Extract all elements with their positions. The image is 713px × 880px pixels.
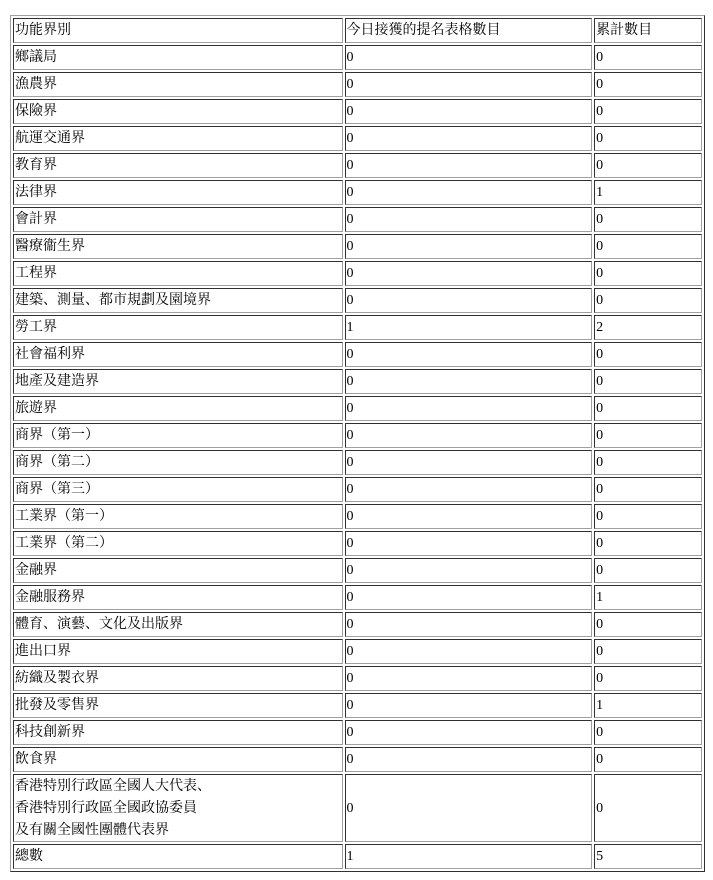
cumulative-count: 0 (594, 99, 702, 124)
cumulative-count: 0 (594, 531, 702, 556)
cumulative-count: 0 (594, 369, 702, 394)
cumulative-count: 1 (594, 693, 702, 718)
today-count: 0 (345, 666, 593, 691)
sector-name-line-1: 香港特別行政區全國人大代表、 (15, 778, 211, 794)
today-count: 0 (345, 396, 593, 421)
cumulative-count: 0 (594, 234, 702, 259)
table-row (13, 72, 702, 97)
sector-name: 科技創新界 (13, 720, 343, 745)
cumulative-count: 0 (594, 477, 702, 502)
total-cumulative: 5 (594, 844, 702, 869)
cumulative-count: 0 (594, 261, 702, 286)
header-today: 今日接獲的提名表格數目 (345, 18, 593, 43)
cumulative-count: 0 (594, 504, 702, 529)
today-count: 0 (345, 612, 593, 637)
today-count: 1 (345, 315, 593, 340)
sector-name: 保險界 (13, 99, 343, 124)
sector-name: 醫療衞生界 (13, 234, 343, 259)
cumulative-count: 1 (594, 585, 702, 610)
sector-name: 飲食界 (13, 747, 343, 772)
sector-name: 工程界 (13, 261, 343, 286)
table-row (13, 342, 702, 367)
cumulative-count: 0 (594, 153, 702, 178)
today-count: 0 (345, 99, 593, 124)
header-sector: 功能界別 (13, 18, 343, 43)
sector-name: 紡織及製衣界 (13, 666, 343, 691)
sector-name (13, 774, 343, 842)
cumulative-count: 0 (594, 207, 702, 232)
table-row (13, 693, 702, 718)
cumulative-count: 0 (594, 72, 702, 97)
cumulative-count: 0 (594, 720, 702, 745)
table-row (13, 612, 702, 637)
sector-name: 旅遊界 (13, 396, 343, 421)
sector-name: 進出口界 (13, 639, 343, 664)
sector-name: 社會福利界 (13, 342, 343, 367)
cumulative-count: 2 (594, 315, 702, 340)
table-row (13, 720, 702, 745)
cumulative-count: 0 (594, 450, 702, 475)
today-count: 0 (345, 639, 593, 664)
table-row (13, 369, 702, 394)
cumulative-count: 1 (594, 180, 702, 205)
sector-name: 金融界 (13, 558, 343, 583)
today-count: 0 (345, 72, 593, 97)
today-count: 0 (345, 450, 593, 475)
table-row (13, 207, 702, 232)
sector-name: 工業界（第二） (13, 531, 343, 556)
table-row (13, 45, 702, 70)
table-row (13, 585, 702, 610)
today-count: 0 (345, 369, 593, 394)
sector-name: 批發及零售界 (13, 693, 343, 718)
sector-name: 鄉議局 (13, 45, 343, 70)
table-row (13, 396, 702, 421)
table-row (13, 639, 702, 664)
table-row (13, 99, 702, 124)
table-row (13, 180, 702, 205)
sector-name: 商界（第三） (13, 477, 343, 502)
cumulative-count: 0 (594, 126, 702, 151)
cumulative-count: 0 (594, 342, 702, 367)
table-row (13, 531, 702, 556)
today-count: 0 (345, 423, 593, 448)
today-count: 0 (345, 720, 593, 745)
sector-name: 教育界 (13, 153, 343, 178)
cumulative-count: 0 (594, 288, 702, 313)
table-row (13, 234, 702, 259)
sector-name: 法律界 (13, 180, 343, 205)
cumulative-count: 0 (594, 666, 702, 691)
cumulative-count: 0 (594, 423, 702, 448)
sector-name: 金融服務界 (13, 585, 343, 610)
national-representatives-row (13, 774, 702, 842)
header-cumulative: 累計數目 (594, 18, 702, 43)
today-count: 0 (345, 180, 593, 205)
cumulative-count: 0 (594, 396, 702, 421)
today-count: 0 (345, 693, 593, 718)
header-row (13, 18, 702, 43)
today-count: 0 (345, 747, 593, 772)
sector-name: 體育、演藝、文化及出版界 (13, 612, 343, 637)
today-count: 0 (345, 45, 593, 70)
today-count: 0 (345, 207, 593, 232)
table-row (13, 747, 702, 772)
today-count: 0 (345, 531, 593, 556)
table-row (13, 315, 702, 340)
nomination-table (10, 15, 705, 872)
today-count: 0 (345, 234, 593, 259)
total-row (13, 844, 702, 869)
today-count: 0 (345, 774, 593, 842)
today-count: 0 (345, 153, 593, 178)
table-row (13, 450, 702, 475)
table-row (13, 423, 702, 448)
sector-name: 航運交通界 (13, 126, 343, 151)
today-count: 0 (345, 288, 593, 313)
today-count: 0 (345, 477, 593, 502)
table-row (13, 666, 702, 691)
cumulative-count: 0 (594, 774, 702, 842)
sector-name: 會計界 (13, 207, 343, 232)
cumulative-count: 0 (594, 558, 702, 583)
table-row (13, 153, 702, 178)
sector-name-line-2: 香港特別行政區全國政協委員 (15, 800, 197, 816)
sector-name: 工業界（第一） (13, 504, 343, 529)
cumulative-count: 0 (594, 747, 702, 772)
total-today: 1 (345, 844, 593, 869)
sector-name: 建築、測量、都市規劃及園境界 (13, 288, 343, 313)
sector-name: 勞工界 (13, 315, 343, 340)
table-row (13, 126, 702, 151)
cumulative-count: 0 (594, 45, 702, 70)
sector-name: 商界（第一） (13, 423, 343, 448)
today-count: 0 (345, 126, 593, 151)
sector-name: 漁農界 (13, 72, 343, 97)
today-count: 0 (345, 342, 593, 367)
table-row (13, 261, 702, 286)
table-row (13, 288, 702, 313)
total-label: 總數 (13, 844, 343, 869)
table-row (13, 477, 702, 502)
today-count: 0 (345, 261, 593, 286)
sector-name: 商界（第二） (13, 450, 343, 475)
table-row (13, 558, 702, 583)
today-count: 0 (345, 558, 593, 583)
sector-name-line-3: 及有關全國性團體代表界 (15, 822, 169, 838)
cumulative-count: 0 (594, 612, 702, 637)
sector-name: 地產及建造界 (13, 369, 343, 394)
table-row (13, 504, 702, 529)
today-count: 0 (345, 585, 593, 610)
today-count: 0 (345, 504, 593, 529)
cumulative-count: 0 (594, 639, 702, 664)
